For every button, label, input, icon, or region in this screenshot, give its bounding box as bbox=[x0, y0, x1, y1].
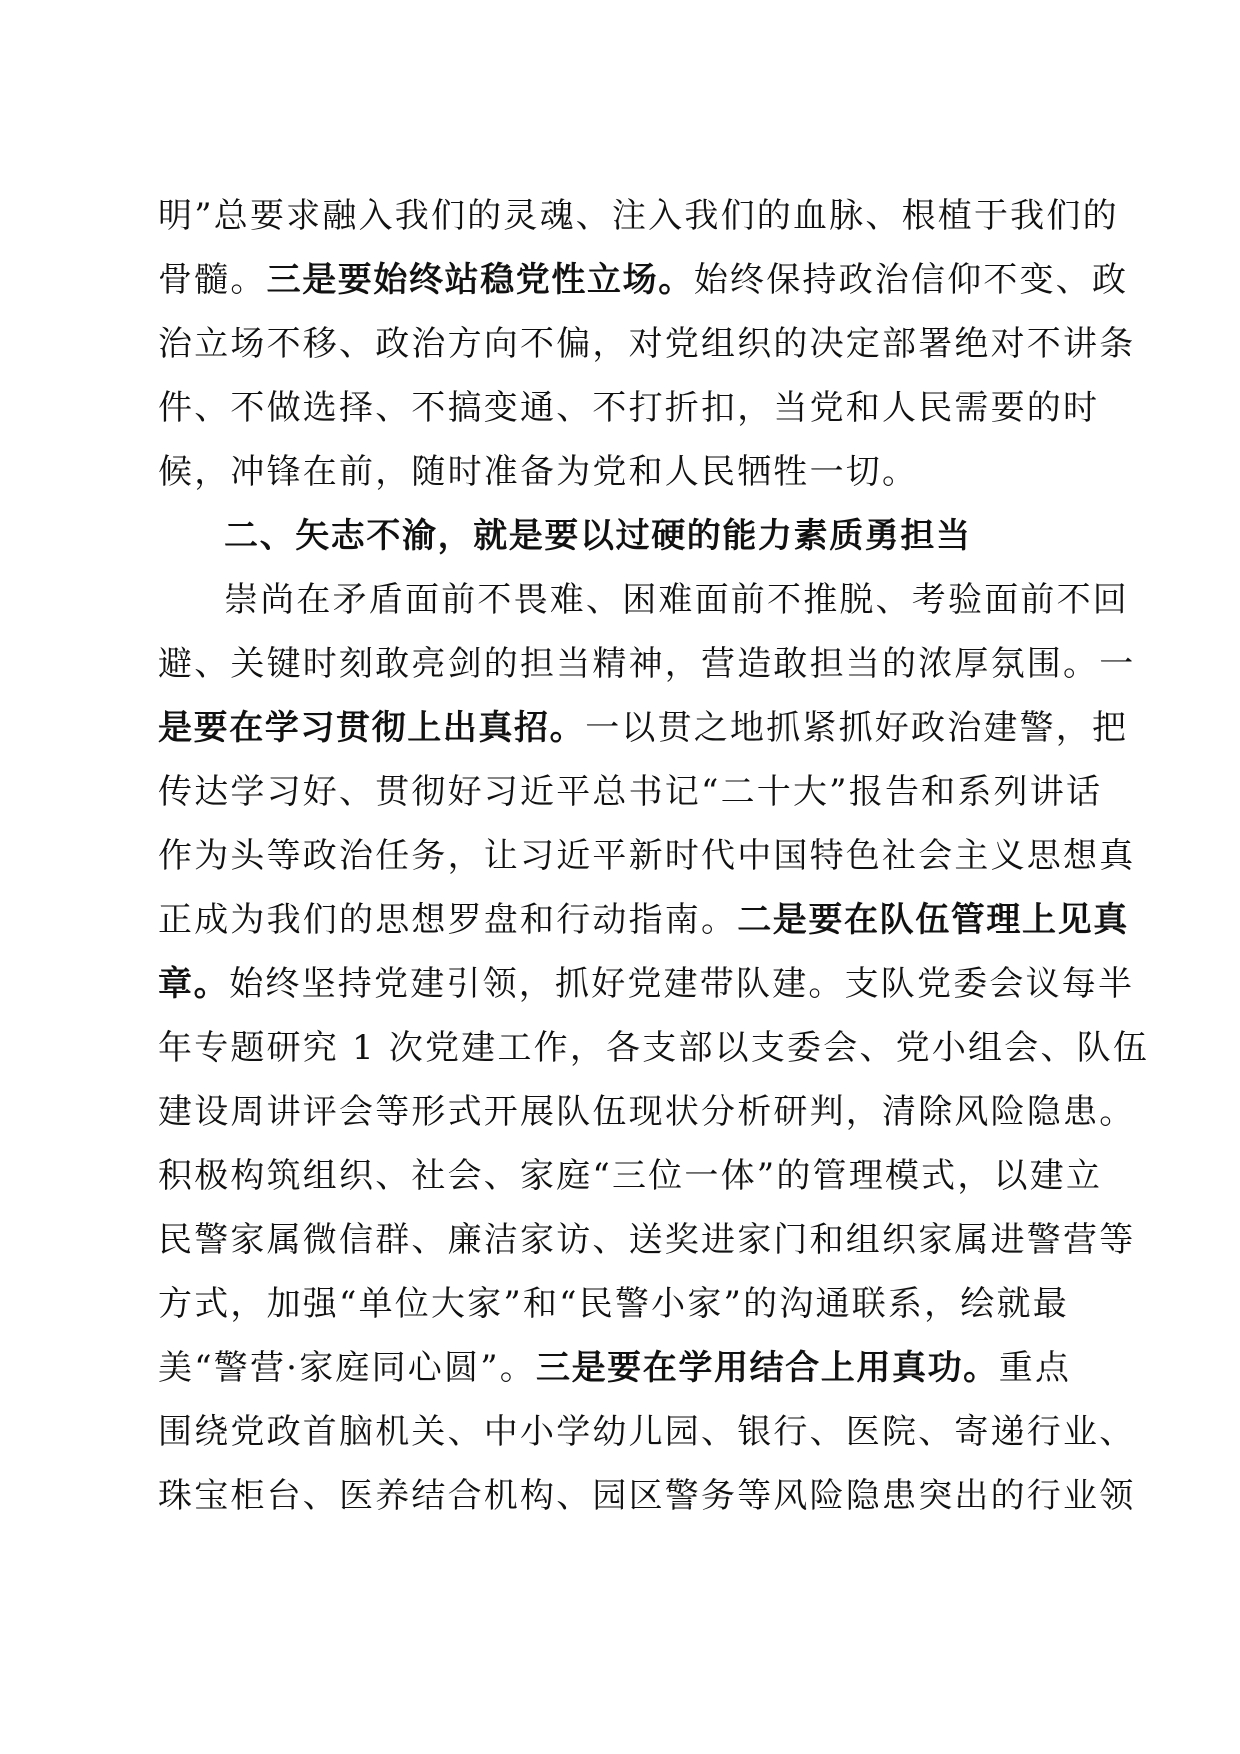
text-segment: 围绕党政首脑机关、中小学幼儿园、银行、医院、寄递行业、 bbox=[158, 1412, 1136, 1452]
text-segment: 一以贯之地抓紧抓好政治建警，把 bbox=[585, 708, 1129, 748]
text-segment: 珠宝柜台、医养结合机构、园区警务等风险隐患突出的行业领 bbox=[158, 1476, 1136, 1516]
bold-text-segment: 是要在学习贯彻上出真招。 bbox=[158, 708, 586, 748]
text-segment: 骨髓。 bbox=[158, 260, 267, 300]
text-segment: 作为头等政治任务，让习近平新时代中国特色社会主义思想真 bbox=[158, 836, 1136, 876]
text-segment: 避、关键时刻敢亮剑的担当精神，营造敢担当的浓厚氛围。一 bbox=[158, 644, 1136, 684]
text-line bbox=[158, 1336, 1072, 1400]
text-line bbox=[158, 1464, 1136, 1528]
text-segment: 治立场不移、政治方向不偏，对党组织的决定部署绝对不讲条 bbox=[158, 324, 1136, 364]
text-line bbox=[158, 760, 1103, 824]
text-line bbox=[158, 184, 1119, 248]
text-line bbox=[158, 440, 1058, 504]
text-line bbox=[158, 952, 1135, 1016]
text-line bbox=[158, 696, 1129, 760]
text-line bbox=[224, 568, 1129, 632]
text-segment: 始终保持政治信仰不变、政 bbox=[693, 260, 1129, 300]
text-line bbox=[158, 1080, 1136, 1144]
text-segment: 正成为我们的思想罗盘和行动指南。 bbox=[158, 900, 738, 940]
section-heading: 二、矢志不渝，就是要以过硬的能力素质勇担当 bbox=[224, 516, 972, 556]
text-line bbox=[158, 888, 1129, 952]
text-line bbox=[158, 1272, 1069, 1336]
text-segment: 积极构筑组织、社会、家庭“三位一体”的管理模式，以建立 bbox=[158, 1156, 1103, 1196]
text-line bbox=[158, 824, 1136, 888]
text-segment: 候，冲锋在前，随时准备为党和人民牺牲一切。 bbox=[158, 452, 919, 492]
text-line bbox=[158, 312, 1136, 376]
text-segment: 美“警营·家庭同心圆”。 bbox=[158, 1348, 536, 1388]
text-line bbox=[158, 248, 1129, 312]
text-segment: 件、不做选择、不搞变通、不打折扣，当党和人民需要的时 bbox=[158, 388, 1100, 428]
bold-text-segment: 三是要在学用结合上用真功。 bbox=[535, 1348, 999, 1388]
text-line bbox=[158, 1400, 1136, 1464]
text-segment: 传达学习好、贯彻好习近平总书记“二十大”报告和系列讲话 bbox=[158, 772, 1103, 812]
text-segment: 建设周讲评会等形式开展队伍现状分析研判，清除风险隐患。 bbox=[158, 1092, 1136, 1132]
text-segment: 重点 bbox=[998, 1348, 1072, 1388]
bold-text-segment: 三是要始终站稳党性立场。 bbox=[266, 260, 694, 300]
text-segment: 民警家属微信群、廉洁家访、送奖进家门和组织家属进警营等 bbox=[158, 1220, 1136, 1260]
text-segment: 崇尚在矛盾面前不畏难、困难面前不推脱、考验面前不回 bbox=[224, 580, 1129, 620]
text-segment: 始终坚持党建引领，抓好党建带队建。支队党委会议每半 bbox=[229, 964, 1135, 1004]
text-segment: 年专题研究 1 次党建工作，各支部以支委会、党小组会、队伍 bbox=[158, 1028, 1150, 1068]
text-line bbox=[158, 1016, 1150, 1080]
text-line bbox=[158, 1144, 1103, 1208]
bold-text-segment: 章。 bbox=[158, 964, 230, 1004]
bold-text-segment: 二是要在队伍管理上见真 bbox=[737, 900, 1129, 940]
text-segment: 明”总要求融入我们的灵魂、注入我们的血脉、根植于我们的 bbox=[158, 196, 1119, 236]
text-line bbox=[158, 1208, 1136, 1272]
text-line bbox=[158, 376, 1100, 440]
text-line bbox=[158, 632, 1136, 696]
text-segment: 方式，加强“单位大家”和“民警小家”的沟通联系，绘就最 bbox=[158, 1284, 1069, 1324]
